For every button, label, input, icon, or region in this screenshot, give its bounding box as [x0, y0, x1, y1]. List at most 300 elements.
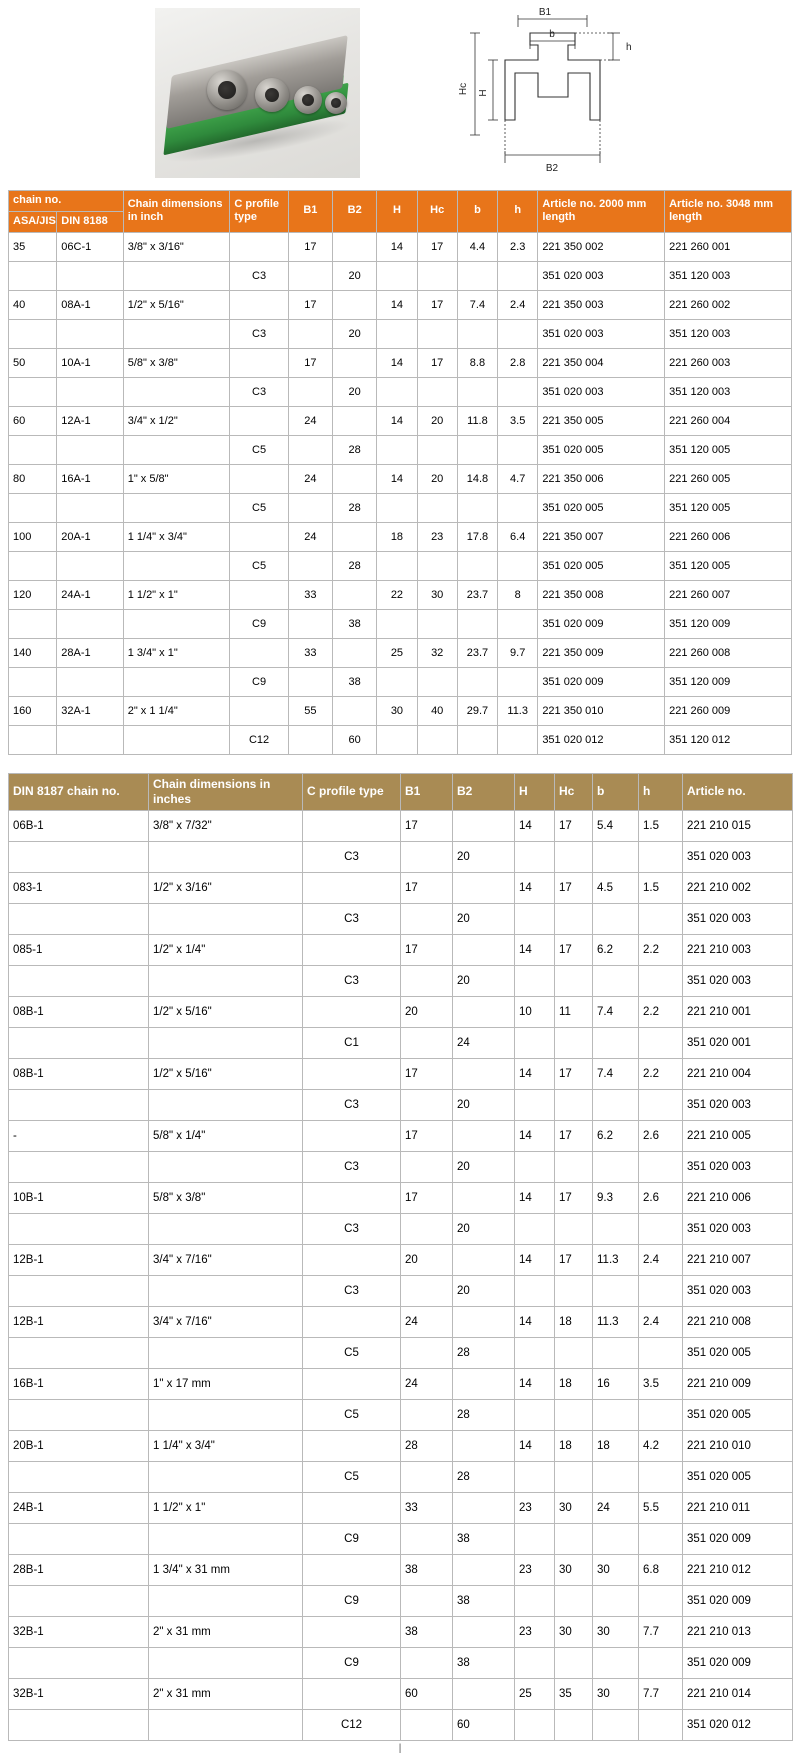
cell-b-lower: 30: [593, 1554, 639, 1585]
cell-article: 221 210 010: [683, 1430, 793, 1461]
table-row: [9, 580, 792, 609]
cell-h-lower: [639, 1709, 683, 1740]
th-c-profile-type: C profile type: [230, 191, 288, 233]
th-din-8188: DIN 8188: [57, 211, 123, 232]
cell-h-capital: [515, 841, 555, 872]
cell-b-lower: [593, 965, 639, 996]
cell-article: 351 020 005: [683, 1399, 793, 1430]
cell-article: 351 020 003: [683, 965, 793, 996]
cell-chain-no: [9, 1337, 149, 1368]
cell-din: [57, 319, 123, 348]
table2-header-row: [9, 773, 793, 810]
cell-hc: [555, 1399, 593, 1430]
cell-b2: 38: [333, 667, 377, 696]
cell-din: [57, 377, 123, 406]
cell-asa-jis: 35: [9, 232, 57, 261]
cell-b1: 38: [401, 1554, 453, 1585]
cell-dimensions: 2" x 31 mm: [149, 1616, 303, 1647]
cell-h-lower: [639, 841, 683, 872]
cell-asa-jis: [9, 319, 57, 348]
cell-dimensions: 2" x 1 1/4": [123, 696, 230, 725]
cell-h-lower: 8: [498, 580, 538, 609]
cell-profile: [303, 1182, 401, 1213]
cell-b1: [401, 1275, 453, 1306]
cell-h-lower: 2.4: [639, 1306, 683, 1337]
cell-b2: 20: [333, 377, 377, 406]
cell-chain-no: [9, 1089, 149, 1120]
cell-article-2000: 221 350 002: [538, 232, 665, 261]
cell-h-lower: [639, 1461, 683, 1492]
cell-b1: 38: [401, 1616, 453, 1647]
cell-profile: C9: [303, 1523, 401, 1554]
cell-profile: C3: [303, 841, 401, 872]
cell-h-lower: 2.6: [639, 1120, 683, 1151]
cell-hc: [417, 551, 457, 580]
cell-article-3048: 351 120 003: [665, 261, 792, 290]
table-row: [9, 406, 792, 435]
cell-b2: [333, 696, 377, 725]
cell-hc: 17: [555, 1182, 593, 1213]
cell-b1: 17: [401, 934, 453, 965]
cell-h-capital: 14: [377, 406, 417, 435]
cell-b2: 24: [453, 1027, 515, 1058]
cell-dimensions: 1 1/2" x 1": [149, 1492, 303, 1523]
cell-h-lower: 3.5: [639, 1368, 683, 1399]
chain-roller: [207, 70, 247, 110]
table-row: [9, 1647, 793, 1678]
cell-hc: 40: [417, 696, 457, 725]
cell-article: 351 020 005: [683, 1337, 793, 1368]
cell-article-3048: 221 260 006: [665, 522, 792, 551]
cell-b-lower: 23.7: [457, 638, 497, 667]
cell-b1: [288, 609, 332, 638]
cell-asa-jis: 160: [9, 696, 57, 725]
cell-dimensions: [149, 1089, 303, 1120]
cell-h-capital: 23: [515, 1492, 555, 1523]
cell-hc: 17: [555, 934, 593, 965]
cell-dimensions: [123, 435, 230, 464]
cell-h-capital: [377, 609, 417, 638]
cell-dimensions: 1/2" x 1/4": [149, 934, 303, 965]
cell-b2: [453, 872, 515, 903]
cell-asa-jis: 60: [9, 406, 57, 435]
cell-dimensions: [123, 609, 230, 638]
cell-h-lower: 2.6: [639, 1182, 683, 1213]
cell-b2: 38: [453, 1647, 515, 1678]
cell-chain-no: [9, 1275, 149, 1306]
cell-b2: [453, 1306, 515, 1337]
th2-h-lower: h: [639, 773, 683, 810]
cell-h-lower: 2.4: [639, 1244, 683, 1275]
th2-h-capital: H: [515, 773, 555, 810]
cell-asa-jis: 100: [9, 522, 57, 551]
cell-b1: 20: [401, 996, 453, 1027]
cell-dimensions: [149, 965, 303, 996]
table2-body: [9, 810, 793, 1740]
cell-profile: [303, 1430, 401, 1461]
cell-hc: [417, 493, 457, 522]
cell-article-3048: 221 260 002: [665, 290, 792, 319]
cell-article-2000: 351 020 003: [538, 319, 665, 348]
cell-b-lower: [457, 609, 497, 638]
table-row: [9, 1368, 793, 1399]
cell-b1: [288, 493, 332, 522]
th2-chain-dimensions: Chain dimensions in inches: [149, 773, 303, 810]
cell-profile: C3: [230, 261, 288, 290]
cell-h-capital: [515, 1709, 555, 1740]
cell-profile: C12: [230, 725, 288, 754]
cell-dimensions: [123, 377, 230, 406]
chain-roller: [255, 78, 289, 112]
cell-b2: [333, 348, 377, 377]
diagram-label-h: h: [626, 42, 632, 53]
cell-b1: [401, 841, 453, 872]
th2-b-lower: b: [593, 773, 639, 810]
cell-h-capital: [377, 377, 417, 406]
cell-b1: [401, 1647, 453, 1678]
cell-profile: [230, 348, 288, 377]
cell-h-lower: 4.2: [639, 1430, 683, 1461]
cell-b1: [288, 435, 332, 464]
cell-dimensions: 1 3/4" x 31 mm: [149, 1554, 303, 1585]
cell-hc: [555, 1461, 593, 1492]
cell-profile: [230, 522, 288, 551]
cell-article-2000: 221 350 010: [538, 696, 665, 725]
cell-h-capital: [515, 1647, 555, 1678]
cell-profile: [303, 810, 401, 841]
th-h-lower: h: [498, 191, 538, 233]
cell-article: 351 020 003: [683, 1275, 793, 1306]
cell-h-lower: [639, 903, 683, 934]
chain-photo-image: [155, 8, 360, 178]
cell-b-lower: 8.8: [457, 348, 497, 377]
cell-asa-jis: [9, 551, 57, 580]
cell-b2: [453, 1058, 515, 1089]
cell-hc: [555, 1585, 593, 1616]
cell-h-capital: 14: [377, 232, 417, 261]
cell-h-capital: 14: [515, 1306, 555, 1337]
cell-article-3048: 221 260 003: [665, 348, 792, 377]
cell-b-lower: [593, 1523, 639, 1554]
cell-b2: 20: [333, 319, 377, 348]
cell-b-lower: 4.5: [593, 872, 639, 903]
cell-profile: [230, 464, 288, 493]
cell-hc: [417, 667, 457, 696]
cell-dimensions: [123, 261, 230, 290]
cell-b2: [333, 522, 377, 551]
cell-profile: C3: [303, 1151, 401, 1182]
cell-article: 351 020 003: [683, 1213, 793, 1244]
cell-profile: C5: [230, 435, 288, 464]
th-chain-no: chain no.: [9, 191, 124, 212]
cell-article-2000: 221 350 006: [538, 464, 665, 493]
table-row: [9, 1151, 793, 1182]
cell-article-3048: 351 120 005: [665, 493, 792, 522]
cell-article-2000: 351 020 003: [538, 377, 665, 406]
table-row: [9, 232, 792, 261]
cell-b1: 24: [288, 464, 332, 493]
cell-b-lower: [457, 319, 497, 348]
cell-b1: [288, 261, 332, 290]
cell-dimensions: [149, 1585, 303, 1616]
table-row: [9, 1709, 793, 1740]
cell-h-capital: 25: [515, 1678, 555, 1709]
cell-profile: C3: [303, 903, 401, 934]
cell-dimensions: 3/4" x 7/16": [149, 1244, 303, 1275]
cell-h-capital: [377, 551, 417, 580]
cell-din: [57, 725, 123, 754]
cell-chain-no: 06B-1: [9, 810, 149, 841]
table-row: [9, 1306, 793, 1337]
cell-asa-jis: 80: [9, 464, 57, 493]
cell-b2: [333, 464, 377, 493]
cell-profile: C5: [230, 551, 288, 580]
cell-b2: [333, 638, 377, 667]
cell-hc: [417, 377, 457, 406]
chain-roller: [294, 86, 322, 114]
th2-b1: B1: [401, 773, 453, 810]
cell-article-2000: 221 350 007: [538, 522, 665, 551]
cell-h-lower: [498, 435, 538, 464]
cell-b-lower: 7.4: [593, 996, 639, 1027]
cell-profile: C5: [303, 1461, 401, 1492]
cell-chain-no: 083-1: [9, 872, 149, 903]
cell-hc: 30: [555, 1616, 593, 1647]
cell-profile: C3: [230, 319, 288, 348]
cell-article-3048: 221 260 005: [665, 464, 792, 493]
cell-article: 351 020 009: [683, 1647, 793, 1678]
cell-article-3048: 351 120 003: [665, 377, 792, 406]
cell-dimensions: [149, 1399, 303, 1430]
cell-h-capital: 23: [515, 1616, 555, 1647]
cell-profile: [230, 290, 288, 319]
cell-h-capital: [515, 1399, 555, 1430]
cell-profile: [303, 1306, 401, 1337]
diagram-label-b: b: [549, 29, 555, 40]
th-chain-dimensions: Chain dimensions in inch: [123, 191, 230, 233]
table-row: [9, 319, 792, 348]
cell-h-capital: 30: [377, 696, 417, 725]
cell-profile: C3: [303, 965, 401, 996]
cell-profile: C9: [230, 667, 288, 696]
cell-b2: 20: [453, 1151, 515, 1182]
table-row: [9, 965, 793, 996]
th2-c-profile-type: C profile type: [303, 773, 401, 810]
cell-b-lower: 30: [593, 1678, 639, 1709]
cell-article: 351 020 009: [683, 1585, 793, 1616]
cell-chain-no: [9, 903, 149, 934]
cell-h-capital: [515, 1461, 555, 1492]
cell-hc: 18: [555, 1368, 593, 1399]
cell-h-capital: 14: [515, 1368, 555, 1399]
cell-chain-no: [9, 1213, 149, 1244]
table-row: [9, 1120, 793, 1151]
th-b2: B2: [333, 191, 377, 233]
cell-dimensions: [123, 551, 230, 580]
cell-hc: [555, 1337, 593, 1368]
th2-b2: B2: [453, 773, 515, 810]
chain-roller: [325, 92, 347, 114]
cell-b1: 24: [401, 1306, 453, 1337]
cell-article-3048: 351 120 003: [665, 319, 792, 348]
cell-b1: [401, 1089, 453, 1120]
th-b-lower: b: [457, 191, 497, 233]
cell-dimensions: [123, 319, 230, 348]
th-article-2000: Article no. 2000 mm length: [538, 191, 665, 233]
cell-b-lower: [457, 725, 497, 754]
cell-article-3048: 351 120 012: [665, 725, 792, 754]
cell-article-2000: 351 020 009: [538, 609, 665, 638]
diagram-label-Hc: Hc: [458, 82, 469, 96]
cell-article: 221 210 009: [683, 1368, 793, 1399]
cell-h-lower: [498, 551, 538, 580]
cell-article-3048: 351 120 005: [665, 551, 792, 580]
cell-b1: [401, 903, 453, 934]
cell-profile: C1: [303, 1027, 401, 1058]
cell-b1: [288, 551, 332, 580]
cell-din: 08A-1: [57, 290, 123, 319]
cell-h-capital: [515, 1089, 555, 1120]
cell-b2: [333, 232, 377, 261]
cell-h-lower: [498, 261, 538, 290]
cell-hc: 17: [417, 290, 457, 319]
cell-chain-no: 28B-1: [9, 1554, 149, 1585]
cell-hc: [555, 1089, 593, 1120]
cell-dimensions: [149, 1151, 303, 1182]
cell-article: 221 210 011: [683, 1492, 793, 1523]
cell-din: 10A-1: [57, 348, 123, 377]
cell-h-lower: 9.7: [498, 638, 538, 667]
cell-profile: C9: [303, 1585, 401, 1616]
cell-dimensions: [149, 903, 303, 934]
cell-b-lower: 7.4: [457, 290, 497, 319]
table-row: [9, 1182, 793, 1213]
cell-h-capital: 14: [515, 934, 555, 965]
cell-chain-no: [9, 1585, 149, 1616]
cell-h-capital: 14: [377, 348, 417, 377]
cell-b1: 20: [401, 1244, 453, 1275]
table-row: [9, 1585, 793, 1616]
cell-din: 12A-1: [57, 406, 123, 435]
cell-profile: C12: [303, 1709, 401, 1740]
asa-jis-table-block: [0, 190, 800, 755]
cell-dimensions: 1" x 17 mm: [149, 1368, 303, 1399]
cell-hc: 11: [555, 996, 593, 1027]
cell-b-lower: [457, 435, 497, 464]
cell-b-lower: [457, 493, 497, 522]
din-8187-table-block: [0, 773, 800, 1741]
cell-profile: C3: [303, 1089, 401, 1120]
cell-h-capital: 14: [515, 1058, 555, 1089]
cell-hc: 18: [555, 1306, 593, 1337]
cell-din: [57, 261, 123, 290]
cell-hc: 17: [555, 810, 593, 841]
cell-din: 32A-1: [57, 696, 123, 725]
cell-b2: [453, 934, 515, 965]
cell-b-lower: 9.3: [593, 1182, 639, 1213]
cell-b2: [453, 1430, 515, 1461]
cell-b-lower: 17.8: [457, 522, 497, 551]
cell-dimensions: 1/2" x 5/16": [149, 1058, 303, 1089]
cell-b-lower: [593, 1709, 639, 1740]
cell-h-capital: 14: [377, 464, 417, 493]
table-row: [9, 464, 792, 493]
cell-h-capital: [377, 319, 417, 348]
diagram-label-H: H: [478, 89, 489, 97]
cell-article: 221 210 012: [683, 1554, 793, 1585]
cell-din: 16A-1: [57, 464, 123, 493]
cell-hc: [555, 1027, 593, 1058]
cell-article-2000: 221 350 009: [538, 638, 665, 667]
cell-asa-jis: [9, 667, 57, 696]
cell-dimensions: 1 1/2" x 1": [123, 580, 230, 609]
cell-b2: 20: [453, 1213, 515, 1244]
cell-dimensions: 1/2" x 5/16": [123, 290, 230, 319]
table-row: [9, 725, 792, 754]
cell-b-lower: [593, 1399, 639, 1430]
cell-b1: [288, 319, 332, 348]
cell-b2: [453, 810, 515, 841]
cell-din: 20A-1: [57, 522, 123, 551]
cell-h-lower: 1.5: [639, 810, 683, 841]
cell-hc: 30: [555, 1554, 593, 1585]
cell-asa-jis: [9, 725, 57, 754]
cell-b-lower: 16: [593, 1368, 639, 1399]
cell-article-2000: 221 350 008: [538, 580, 665, 609]
cell-article-2000: 351 020 012: [538, 725, 665, 754]
cell-h-capital: [515, 1027, 555, 1058]
cell-article: 221 210 002: [683, 872, 793, 903]
cell-b2: 60: [453, 1709, 515, 1740]
cell-b1: [401, 1151, 453, 1182]
cell-dimensions: [149, 841, 303, 872]
cell-asa-jis: [9, 493, 57, 522]
cell-b2: 20: [333, 261, 377, 290]
cell-h-lower: 2.4: [498, 290, 538, 319]
cell-b1: [288, 377, 332, 406]
cell-b-lower: 14.8: [457, 464, 497, 493]
cell-b1: [401, 965, 453, 996]
cell-article: 221 210 013: [683, 1616, 793, 1647]
cell-dimensions: [123, 725, 230, 754]
cell-article: 351 020 003: [683, 841, 793, 872]
cell-b2: 20: [453, 841, 515, 872]
table-row: [9, 435, 792, 464]
cell-chain-no: 20B-1: [9, 1430, 149, 1461]
cell-hc: 23: [417, 522, 457, 551]
cell-b-lower: [593, 1027, 639, 1058]
cell-din: [57, 435, 123, 464]
cell-b2: 38: [453, 1523, 515, 1554]
cell-profile: C5: [303, 1399, 401, 1430]
cell-dimensions: 1 1/4" x 3/4": [123, 522, 230, 551]
diagram-label-B2: B2: [545, 163, 559, 174]
cell-asa-jis: 120: [9, 580, 57, 609]
table-row: [9, 996, 793, 1027]
page-bottom-marker: |: [398, 1742, 402, 1754]
cell-dimensions: 1" x 5/8": [123, 464, 230, 493]
th-b1: B1: [288, 191, 332, 233]
cell-chain-no: 24B-1: [9, 1492, 149, 1523]
table-row: [9, 1089, 793, 1120]
cell-hc: 32: [417, 638, 457, 667]
table-row: [9, 522, 792, 551]
cell-h-lower: 4.7: [498, 464, 538, 493]
cell-b2: 28: [453, 1337, 515, 1368]
cell-chain-no: [9, 1461, 149, 1492]
cell-hc: [417, 725, 457, 754]
cell-chain-no: 08B-1: [9, 996, 149, 1027]
